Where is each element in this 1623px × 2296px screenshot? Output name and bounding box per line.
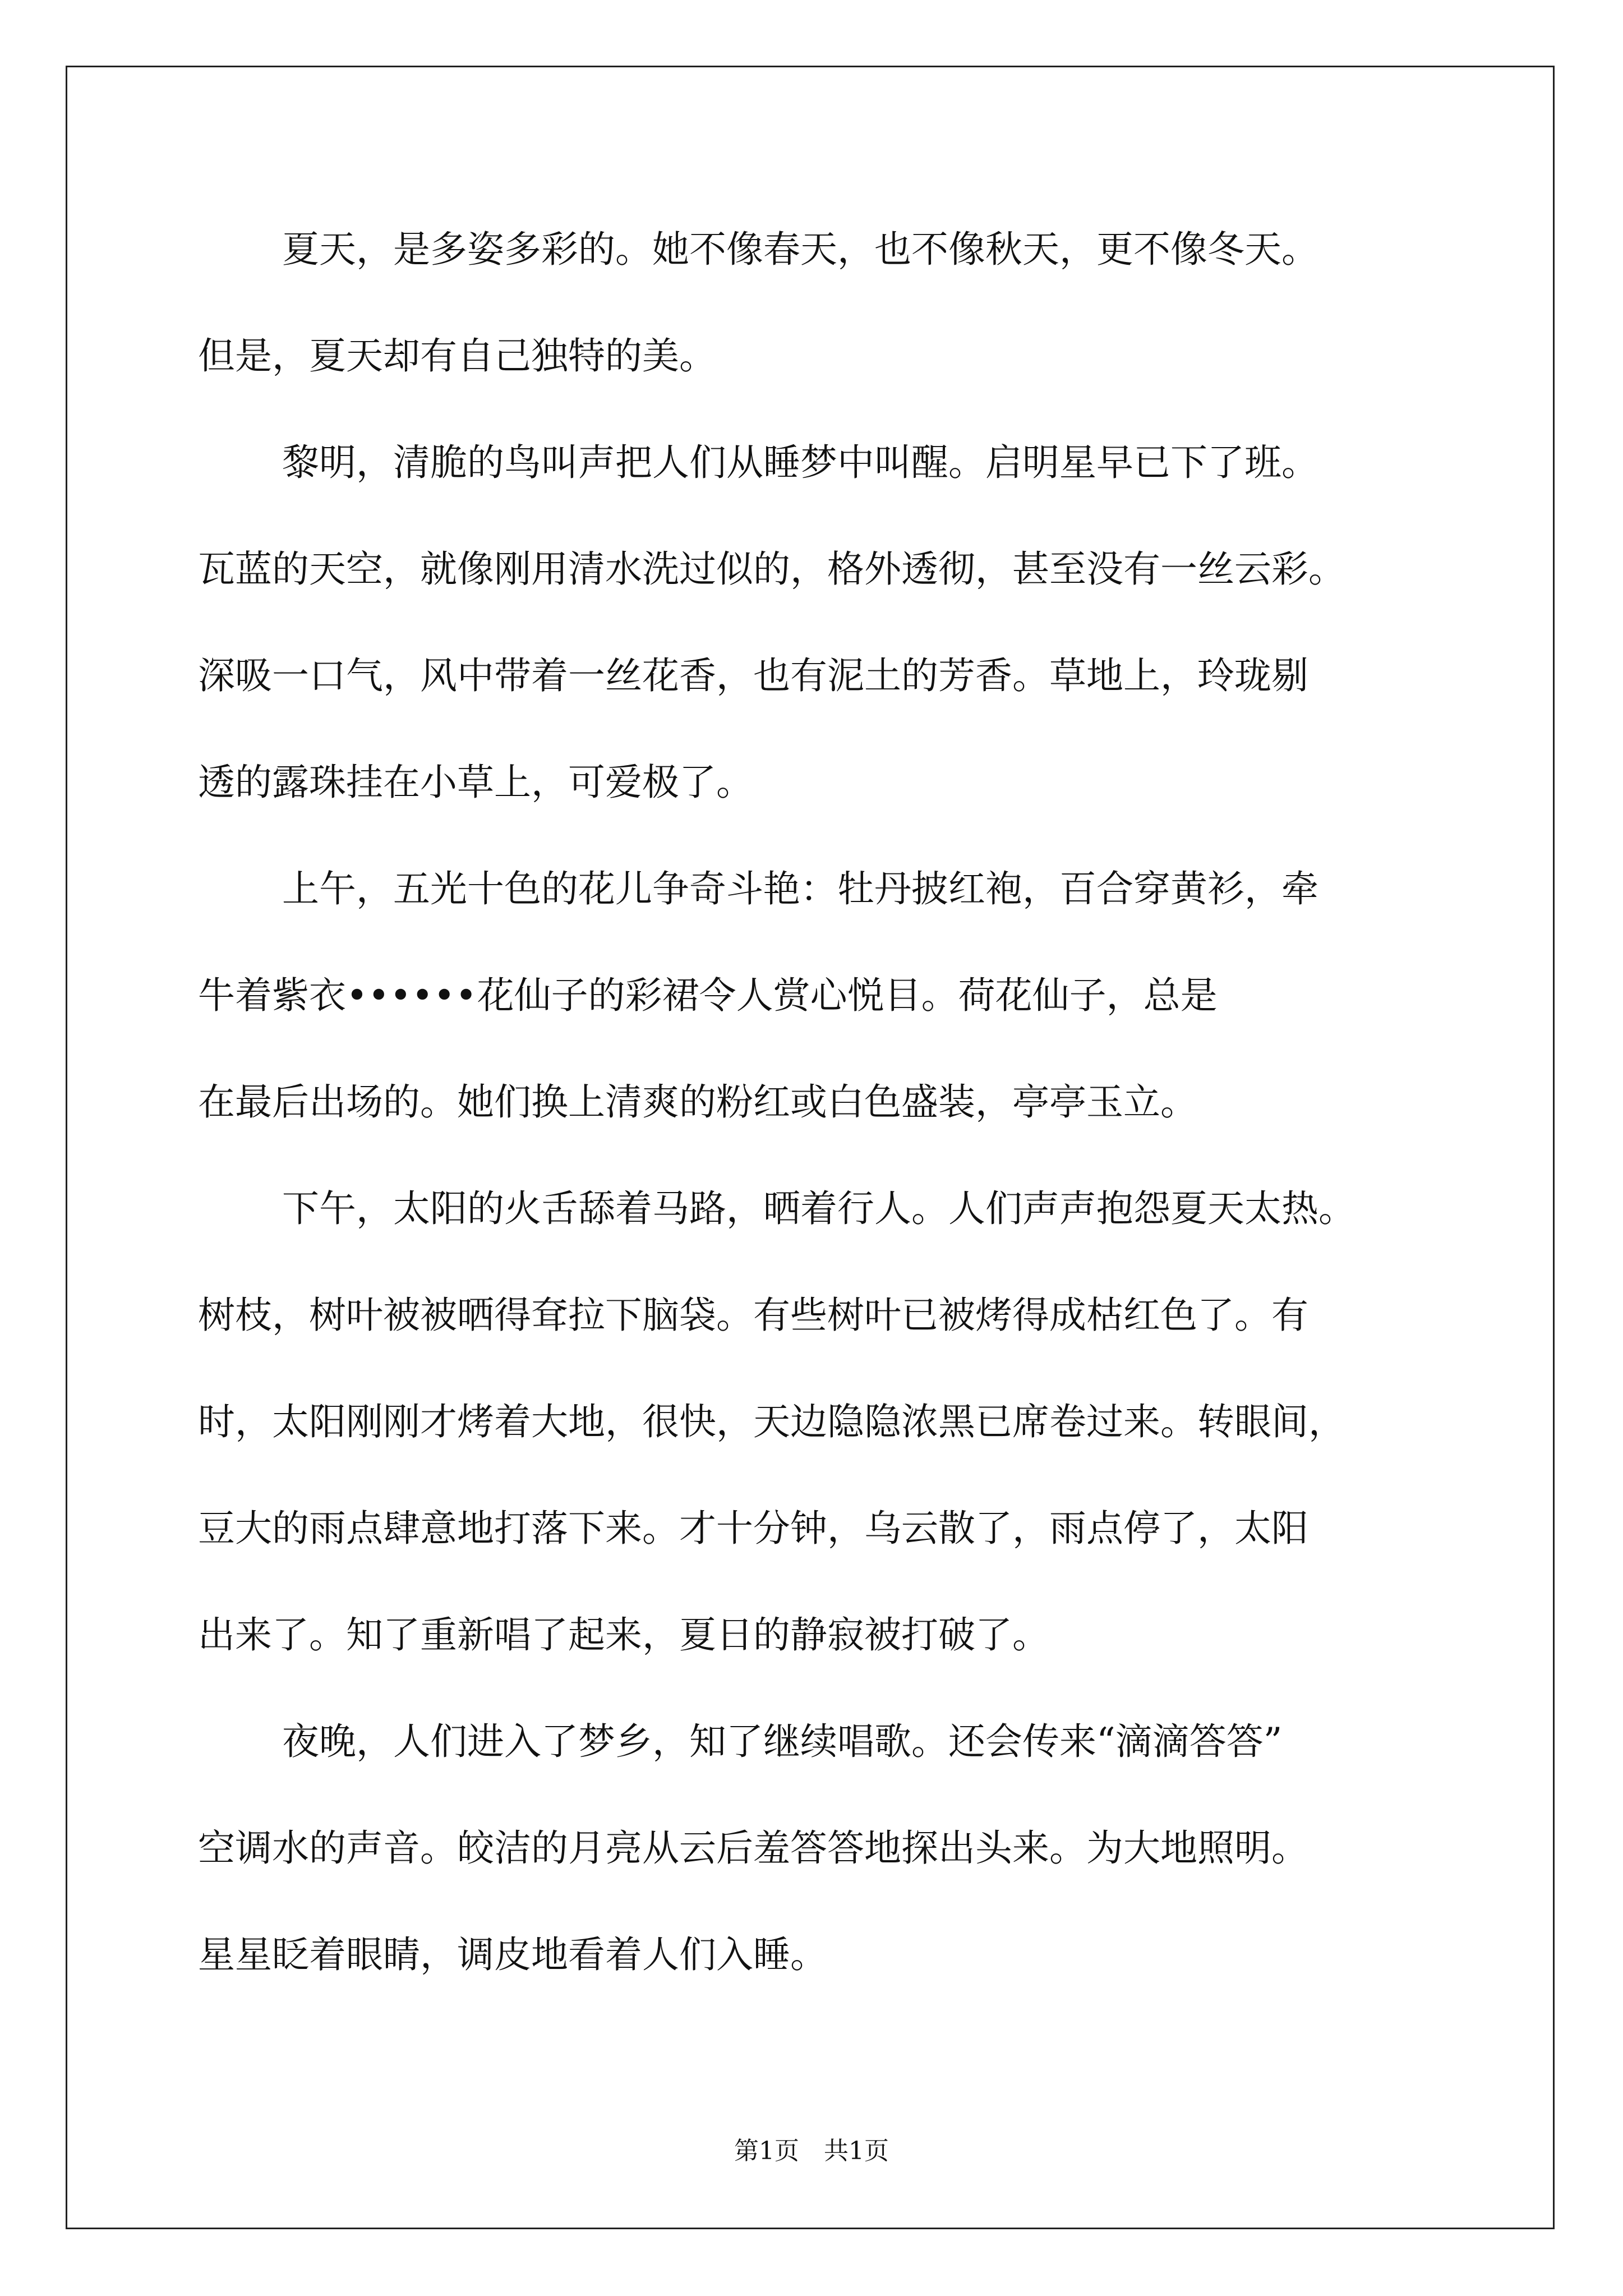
text-line: 时，太阳刚刚才烤着大地，很快，天边隐隐浓黑已席卷过来。转眼间，: [198, 1400, 1345, 1443]
text-line: 树枝，树叶被被晒得耷拉下脑袋。有些树叶已被烤得成枯红色了。有: [198, 1294, 1308, 1337]
text-line: 下午，太阳的火舌舔着马路，晒着行人。人们声声抱怨夏天太热。: [282, 1187, 1355, 1230]
text-line: 牛着紫衣••••••花仙子的彩裙令人赏心悦目。荷花仙子，总是: [198, 974, 1218, 1017]
document-body: [198, 208, 1432, 2019]
text-line: 黎明，清脆的鸟叫声把人们从睡梦中叫醒。启明星早已下了班。: [282, 441, 1318, 484]
text-line: 上午，五光十色的花儿争奇斗艳：牡丹披红袍，百合穿黄衫，牵: [282, 867, 1318, 910]
text-line: 但是，夏天却有自己独特的美。: [198, 334, 716, 378]
text-line: 在最后出场的。她们换上清爽的粉红或白色盛装，亭亭玉立。: [198, 1080, 1197, 1124]
text-line: 瓦蓝的天空，就像刚用清水洗过似的，格外透彻，甚至没有一丝云彩。: [198, 547, 1345, 591]
text-line: 出来了。知了重新唱了起来，夏日的静寂被打破了。: [198, 1613, 1049, 1657]
page-number: 第1页 共1页: [734, 2137, 889, 2165]
text-line: 透的露珠挂在小草上，可爱极了。: [198, 761, 753, 804]
text-line: 夜晚，人们进入了梦乡，知了继续唱歌。还会传来“滴滴答答”: [282, 1720, 1283, 1763]
text-line: 豆大的雨点肆意地打落下来。才十分钟，乌云散了，雨点停了，太阳: [198, 1507, 1308, 1550]
text-line: 空调水的声音。皎洁的月亮从云后羞答答地探出头来。为大地照明。: [198, 1826, 1308, 1870]
text-line: 夏天，是多姿多彩的。她不像春天，也不像秋天，更不像冬天。: [282, 228, 1318, 271]
text-line: 星星眨着眼睛，调皮地看着人们入睡。: [198, 1933, 827, 1976]
text-line: 深吸一口气，风中带着一丝花香，也有泥土的芳香。草地上，玲珑剔: [198, 654, 1308, 697]
